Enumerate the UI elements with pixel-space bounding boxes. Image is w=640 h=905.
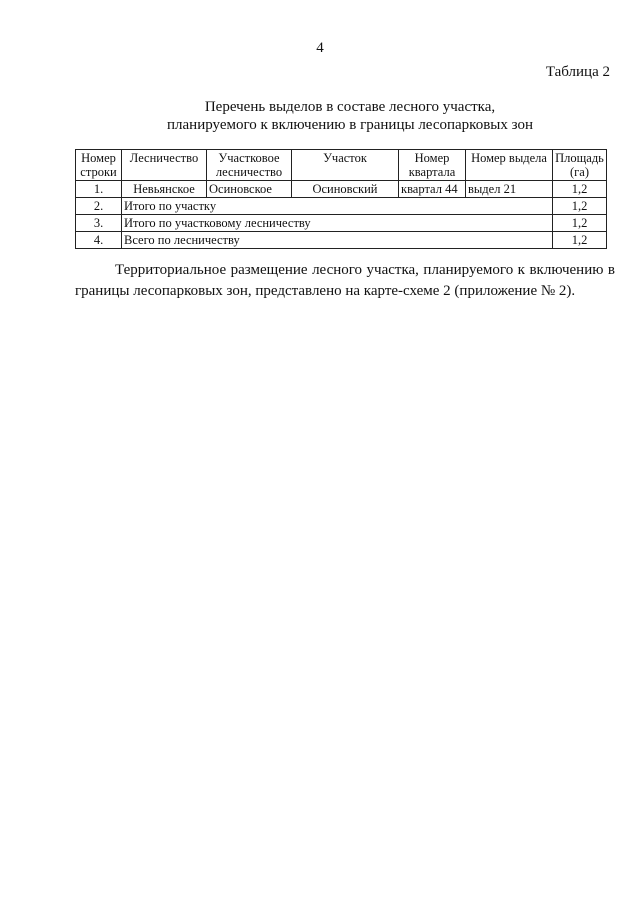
section-cell: Осиновский [292, 181, 399, 198]
page-number: 4 [316, 40, 324, 56]
table-row [76, 215, 607, 232]
header-quarter-number: Номер квартала [399, 150, 466, 181]
row-number-cell: 4. [76, 232, 122, 249]
area-cell: 1,2 [553, 181, 607, 198]
total-label-cell: Итого по участковому лесничеству [122, 215, 553, 232]
table-header-row [76, 150, 607, 181]
row-number-cell: 3. [76, 215, 122, 232]
header-section: Участок [292, 150, 399, 181]
header-district-forestry: Участковое лесничество [207, 150, 292, 181]
table-row [76, 181, 607, 198]
document-title-line-2: планируемого к включению в границы лесопарковых зон [167, 117, 533, 133]
table-label: Таблица 2 [545, 64, 610, 80]
header-allotment-number: Номер выдела [466, 150, 553, 181]
table-row [76, 198, 607, 215]
document-title-line-1: Перечень выделов в составе лесного участка, [204, 99, 496, 115]
row-number-cell: 2. [76, 198, 122, 215]
quarter-cell: квартал 44 [399, 181, 466, 198]
allotment-table [75, 149, 607, 249]
total-label-cell: Всего по лесничеству [122, 232, 553, 249]
forestry-cell: Невьянское [122, 181, 207, 198]
table-row [76, 232, 607, 249]
district-forestry-cell: Осиновское [207, 181, 292, 198]
header-forestry: Лесничество [122, 150, 207, 181]
header-row-number: Номер строки [76, 150, 122, 181]
allotment-cell: выдел 21 [466, 181, 553, 198]
area-cell: 1,2 [553, 198, 607, 215]
body-paragraph: Территориальное размещение лесного участка, планируемого к включению в границы лесопарковых зон, представлено на карте-схеме 2 (приложение № 2). [75, 262, 615, 299]
row-number-cell: 1. [76, 181, 122, 198]
document-title [0, 98, 640, 134]
header-area: Площадь (га) [553, 150, 607, 181]
area-cell: 1,2 [553, 215, 607, 232]
area-cell: 1,2 [553, 232, 607, 249]
total-label-cell: Итого по участку [122, 198, 553, 215]
